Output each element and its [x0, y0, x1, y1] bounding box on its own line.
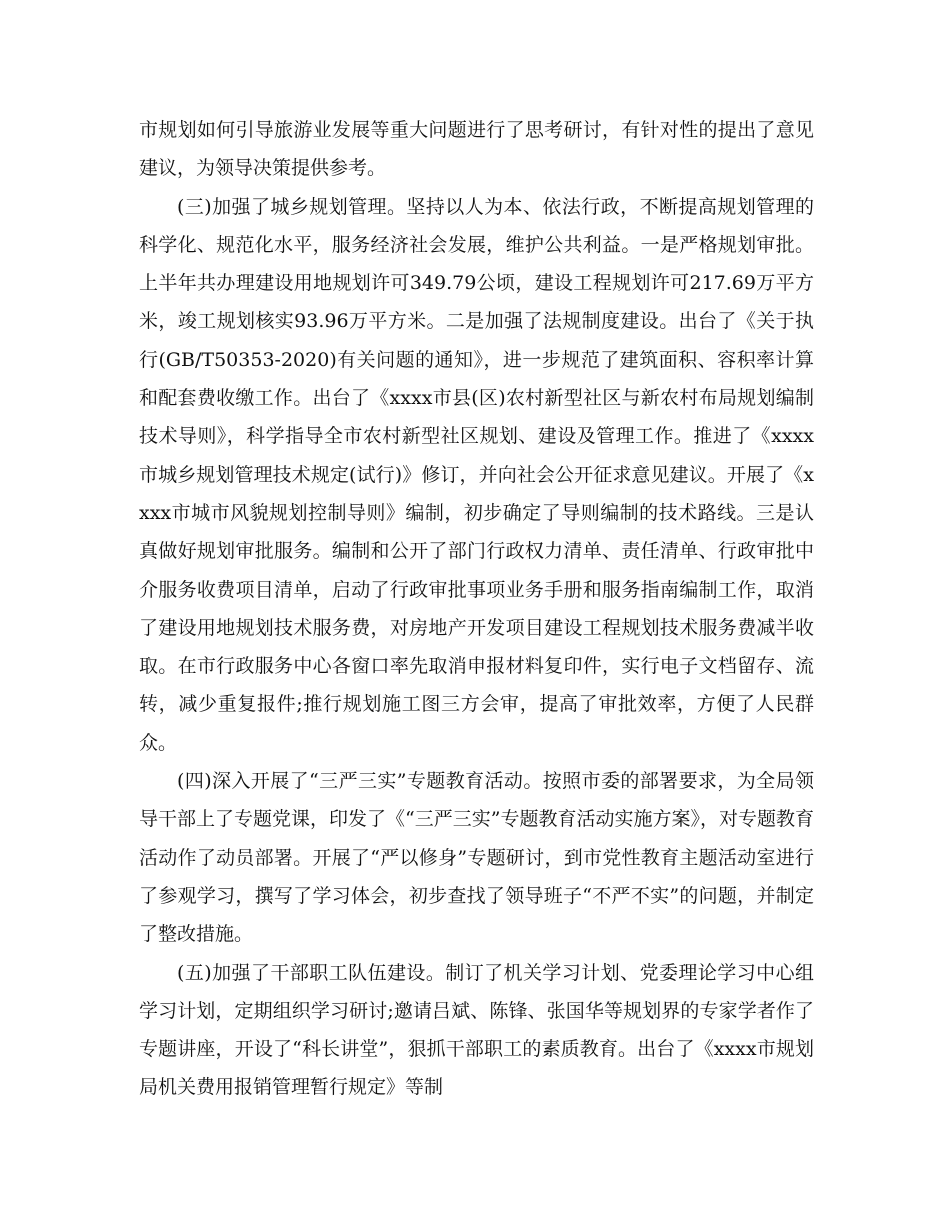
- paragraph-section-3: (三)加强了城乡规划管理。坚持以人为本、依法行政，不断提高规划管理的科学化、规范化水平，服务经济社会发展，维护公共利益。一是严格规划审批。上半年共办理建设用地规划许可349.79公顷，建设工程规划许可217.69万平方米，竣工规划核实93.96万平方米。二是加强了法规制度建设。出台了《关于执行(GB/T50353-2020)有关问题的通知》，进一步规范了建筑面积、容积率计算和配套费收缴工作。出台了《xxxx市县(区)农村新型社区与新农村布局规划编制技术导则》，科学指导全市农村新型社区规划、建设及管理工作。推进了《xxxx市城乡规划管理技术规定(试行)》修订，并向社会公开征求意见建议。开展了《xxxx市城市风貌规划控制导则》编制，初步确定了导则编制的技术路线。三是认真做好规划审批服务。编制和公开了部门行政权力清单、责任清单、行政审批中介服务收费项目清单，启动了行政审批事项业务手册和服务指南编制工作，取消了建设用地规划技术服务费，对房地产开发项目建设工程规划技术服务费减半收取。在市行政服务中心各窗口率先取消申报材料复印件，实行电子文档留存、流转，减少重复报件;推行规划施工图三方会审，提高了审批效率，方便了人民群众。: [139, 195, 814, 754]
- paragraph-section-5: (五)加强了干部职工队伍建设。制订了机关学习计划、党委理论学习中心组学习计划，定期组织学习研讨;邀请吕斌、陈锋、张国华等规划界的专家学者作了专题讲座，开设了“科长讲堂”，狠抓干部职工的素质教育。出台了《xxxx市规划局机关费用报销管理暂行规定》等制: [139, 961, 814, 1099]
- paragraph-continuation: 市规划如何引导旅游业发展等重大问题进行了思考研讨，有针对性的提出了意见建议，为领导决策提供参考。: [139, 119, 814, 180]
- document-body: [139, 111, 814, 1107]
- paragraph-section-4: (四)深入开展了“三严三实”专题教育活动。按照市委的部署要求，为全局领导干部上了专题党课，印发了《“三严三实”专题教育活动实施方案》，对专题教育活动作了动员部署。开展了“严以修身”专题研讨，到市党性教育主题活动室进行了参观学习，撰写了学习体会，初步查找了领导班子“不严不实”的问题，并制定了整改措施。: [139, 770, 814, 946]
